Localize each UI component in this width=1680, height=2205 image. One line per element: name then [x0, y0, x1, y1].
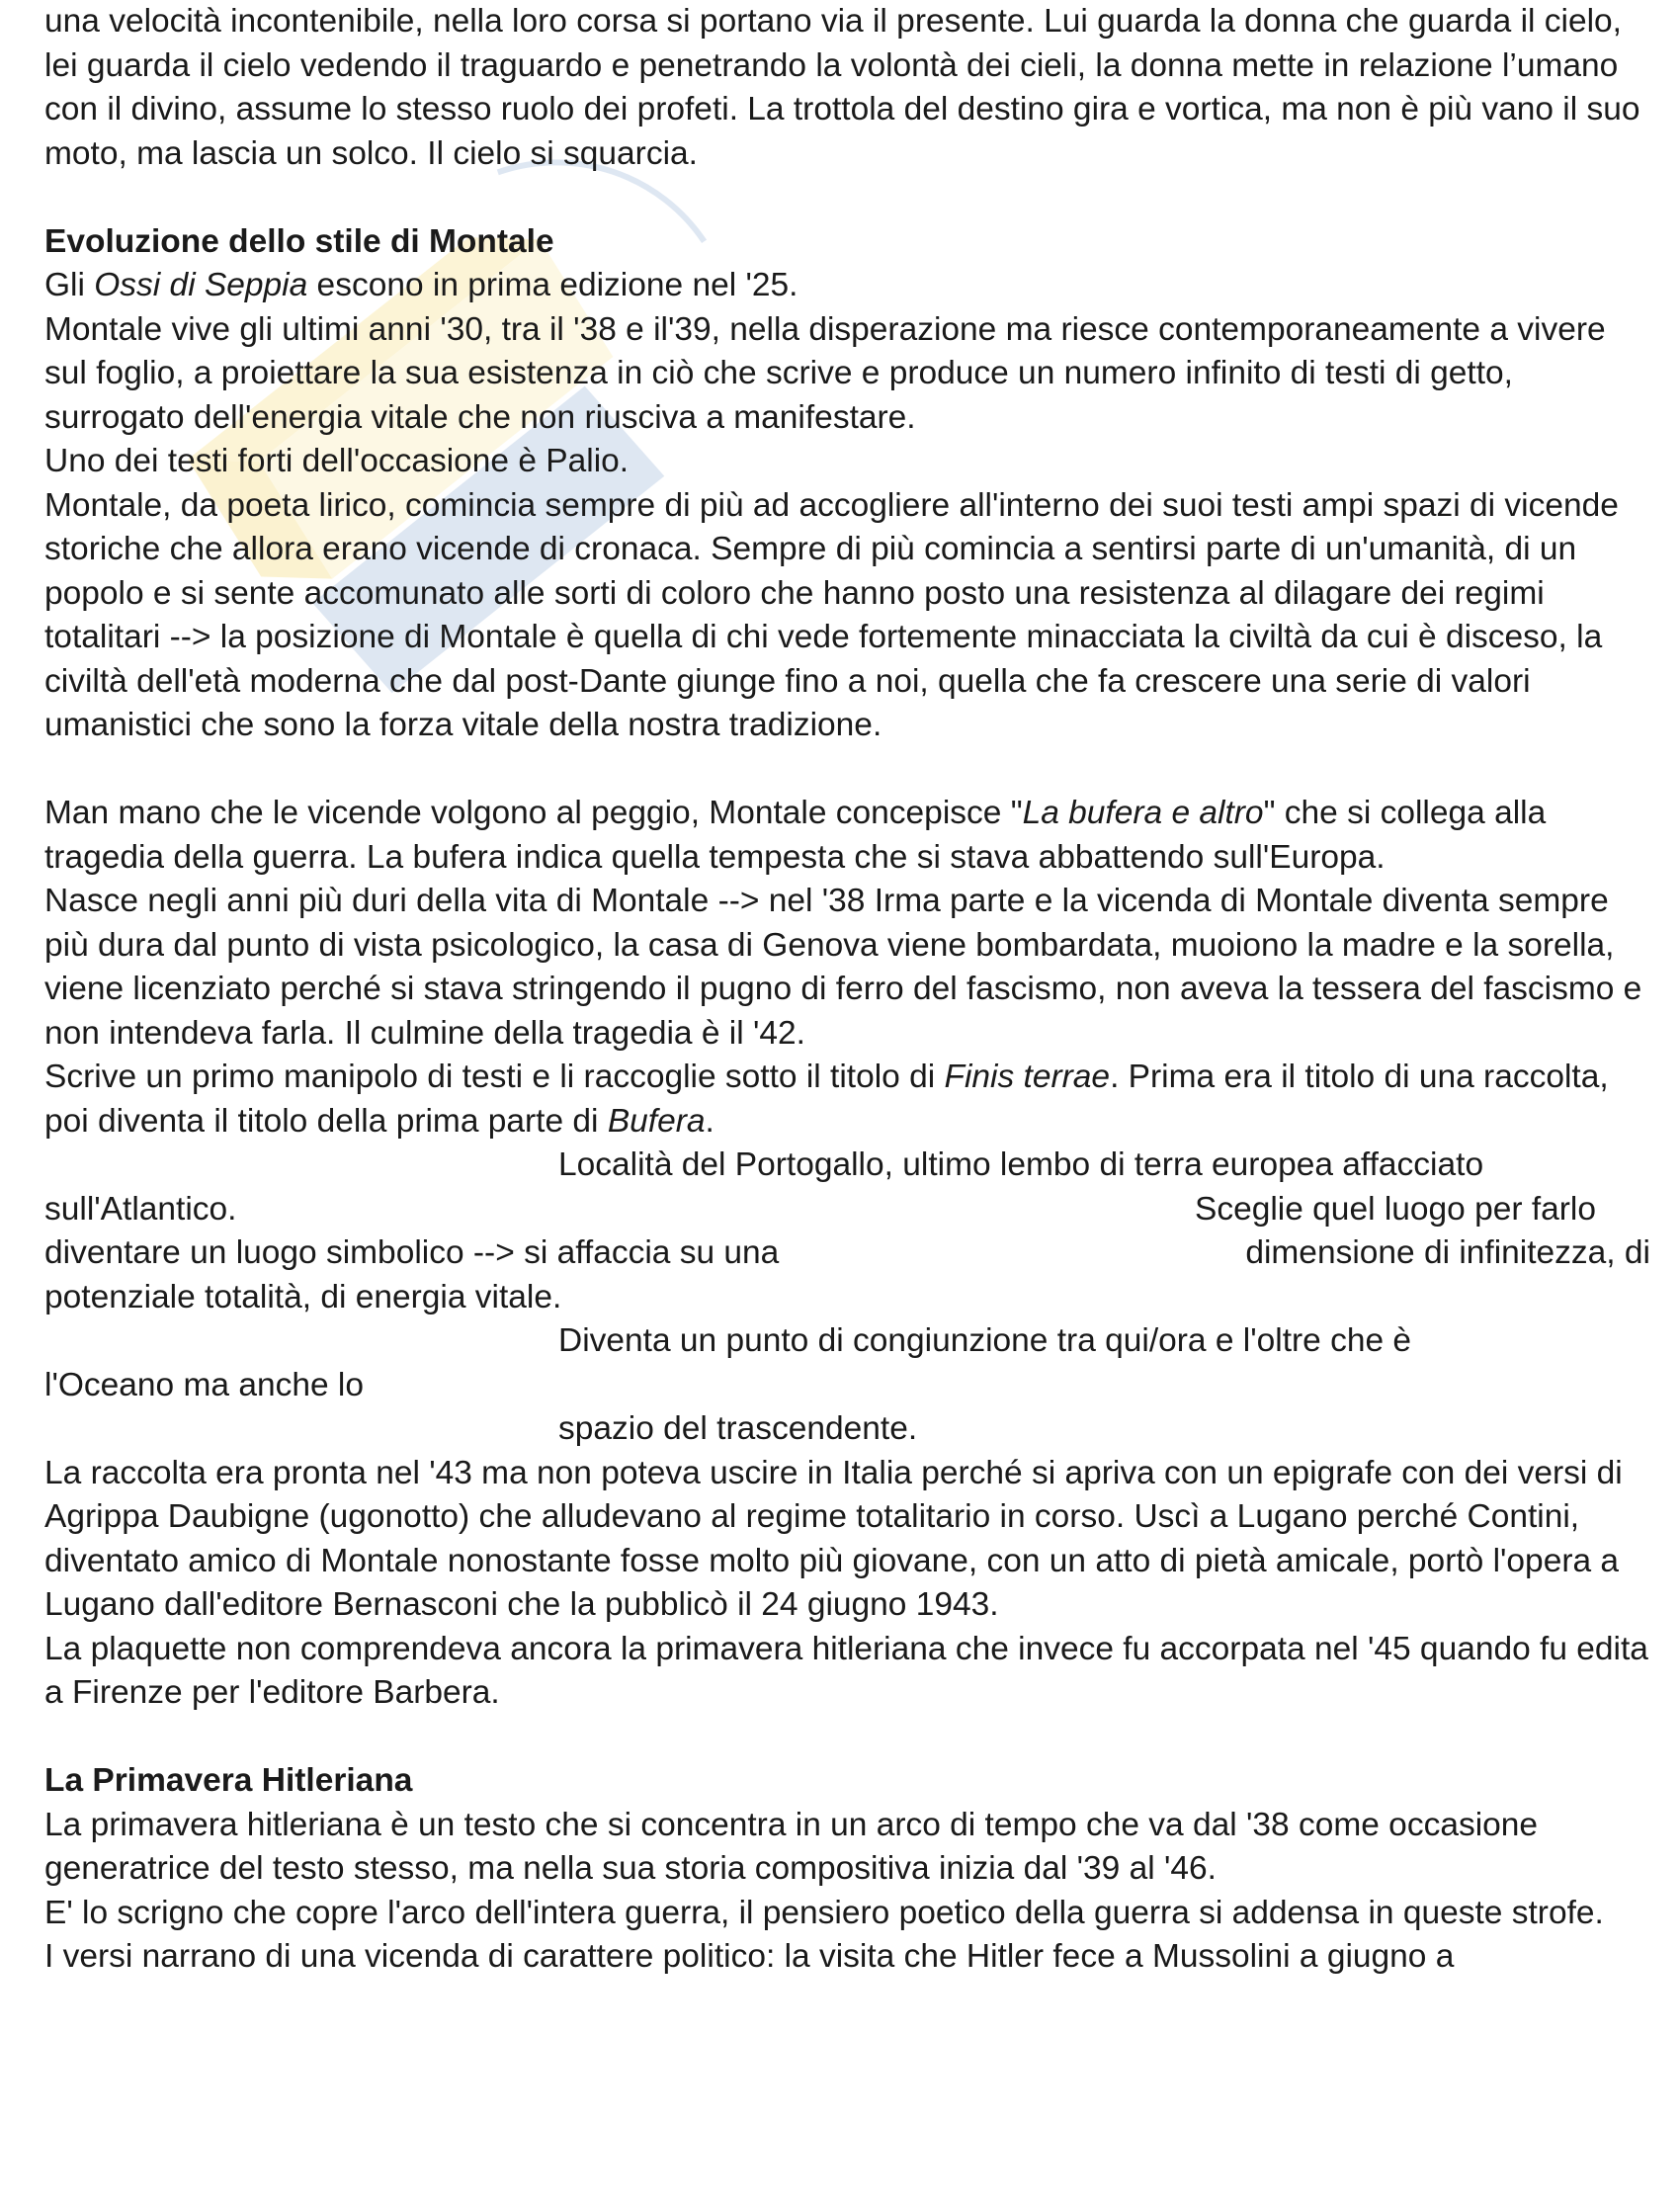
text-run: sull'Atlantico. [44, 1190, 237, 1228]
paragraph: I versi narrano di una vicenda di carattere politico: la visita che Hitler fece a Mussolini a giugno a [44, 1938, 1455, 1975]
text-run: Gli [44, 267, 95, 303]
italic-title: Finis terrae [944, 1059, 1111, 1095]
paragraph: Uno dei testi forti dell'occasione è Palio. [44, 443, 630, 479]
document-body [44, 0, 1650, 1980]
blank-line [44, 748, 1650, 793]
paragraph: La primavera hitleriana è un testo che si concentra in un arco di tempo che va dal '38 come occasione generatrice del testo stesso, ma nella sua storia compositiva inizia dal '39 al '46. [44, 1806, 1539, 1887]
paragraph: La plaquette non comprendeva ancora la primavera hitleriana che invece fu accorpata nel '45 quando fu edita a Firenze per l'editore Barbera. [44, 1630, 1648, 1711]
split-line [44, 1188, 1650, 1232]
indented-line: Località del Portogallo, ultimo lembo di terra europea affacciato [558, 1146, 1484, 1183]
section-heading: Evoluzione dello stile di Montale [44, 222, 554, 260]
paragraph [44, 792, 1650, 880]
italic-title: Bufera [607, 1102, 706, 1140]
paragraph: Montale vive gli ultimi anni '30, tra il '38 e il'39, nella disperazione ma riesce contemporaneamente a vivere sul foglio, a proiettare la sua esistenza in ciò che scrive e produce un numero infinito di testi di getto, surrogato dell'energia vitale che non riusciva a manifestare. [44, 310, 1606, 436]
paragraph: Montale, da poeta lirico, comincia sempre di più ad accogliere all'interno dei suoi testi ampi spazi di vicende storiche che allora erano vicende di cronaca. Sempre di più comincia a sentirsi parte di un'umanità, di un popolo e si sente accomunato alle sorti di coloro che hanno posto una resistenza al dilagare dei regimi totalitari --> la posizione di Montale è quella di chi vede fortemente minacciata la civiltà da cui è disceso, la civiltà dell'età moderna che dal post-Dante giunge fino a noi, quella che fa crescere una serie di valori umanistici che sono la forza vitale della nostra tradizione. [44, 486, 1619, 743]
paragraph: La raccolta era pronta nel '43 ma non poteva uscire in Italia perché si apriva con un epigrafe con dei versi di Agrippa Daubigne (ugonotto) che alludevano al regime totalitario in corso. Uscì a Lugano perché Contini, diventato amico di Montale nonostante fosse molto più giovane, con un atto di pietà amicale, portò l'opera a Lugano dall'editore Bernasconi che la pubblicò il 24 giugno 1943. [44, 1454, 1623, 1623]
text-run: diventare un luogo simbolico --> si affaccia su una [44, 1234, 780, 1271]
paragraph: una velocità incontenibile, nella loro corsa si portano via il presente. Lui guarda la donna che guarda il cielo, lei guarda il cielo vedendo il traguardo e penetrando la volontà dei cieli, la donna mette in relazione l’umano con il divino, assume lo stesso ruolo dei profeti. La trottola del destino gira e vortica, ma non è più vano il suo moto, ma lascia un solco. Il cielo si squarcia. [44, 3, 1640, 172]
paragraph: potenziale totalità, di energia vitale. [44, 1278, 562, 1315]
text-run: . Prima era il titolo di una raccolta, poi diventa il titolo della prima parte di [44, 1059, 1609, 1140]
paragraph [44, 264, 1650, 308]
italic-title: Ossi di Seppia [94, 267, 308, 303]
blank-line [44, 176, 1650, 220]
text-run: dimensione di infinitezza, di [1245, 1234, 1650, 1271]
paragraph: E' lo scrigno che copre l'arco dell'intera guerra, il pensiero poetico della guerra si addensa in queste strofe. [44, 1894, 1604, 1931]
text-run: escono in prima edizione nel '25. [307, 267, 798, 303]
text-run: " che si collega alla tragedia della guerra. La bufera indica quella tempesta che si stava abbattendo sull'Europa. [44, 795, 1547, 876]
text-run: Sceglie quel luogo per farlo [1195, 1190, 1596, 1228]
paragraph: Nasce negli anni più duri della vita di Montale --> nel '38 Irma parte e la vicenda di Montale diventa sempre più dura dal punto di vista psicologico, la casa di Genova viene bombardata, muoiono la madre e la sorella, viene licenziato perché si stava stringendo il pugno di ferro del fascismo, non aveva la tessera del fascismo e non intendeva farla. Il culmine della tragedia è il '42. [44, 883, 1642, 1052]
text-run: Scrive un primo manipolo di testi e li raccoglie sotto il titolo di [44, 1059, 945, 1095]
indented-line: spazio del trascendente. [558, 1410, 918, 1447]
split-line [44, 1231, 1650, 1276]
text-run: . [705, 1102, 714, 1140]
text-run: Man mano che le vicende volgono al peggio, Montale concepisce " [44, 795, 1023, 831]
paragraph [44, 1056, 1650, 1144]
section-heading: La Primavera Hitleriana [44, 1762, 413, 1799]
indented-line: Diventa un punto di congiunzione tra qui/ora e l'oltre che è [558, 1322, 1412, 1359]
blank-line [44, 1716, 1650, 1760]
italic-title: La bufera e altro [1022, 795, 1264, 831]
paragraph: l'Oceano ma anche lo [44, 1366, 364, 1403]
